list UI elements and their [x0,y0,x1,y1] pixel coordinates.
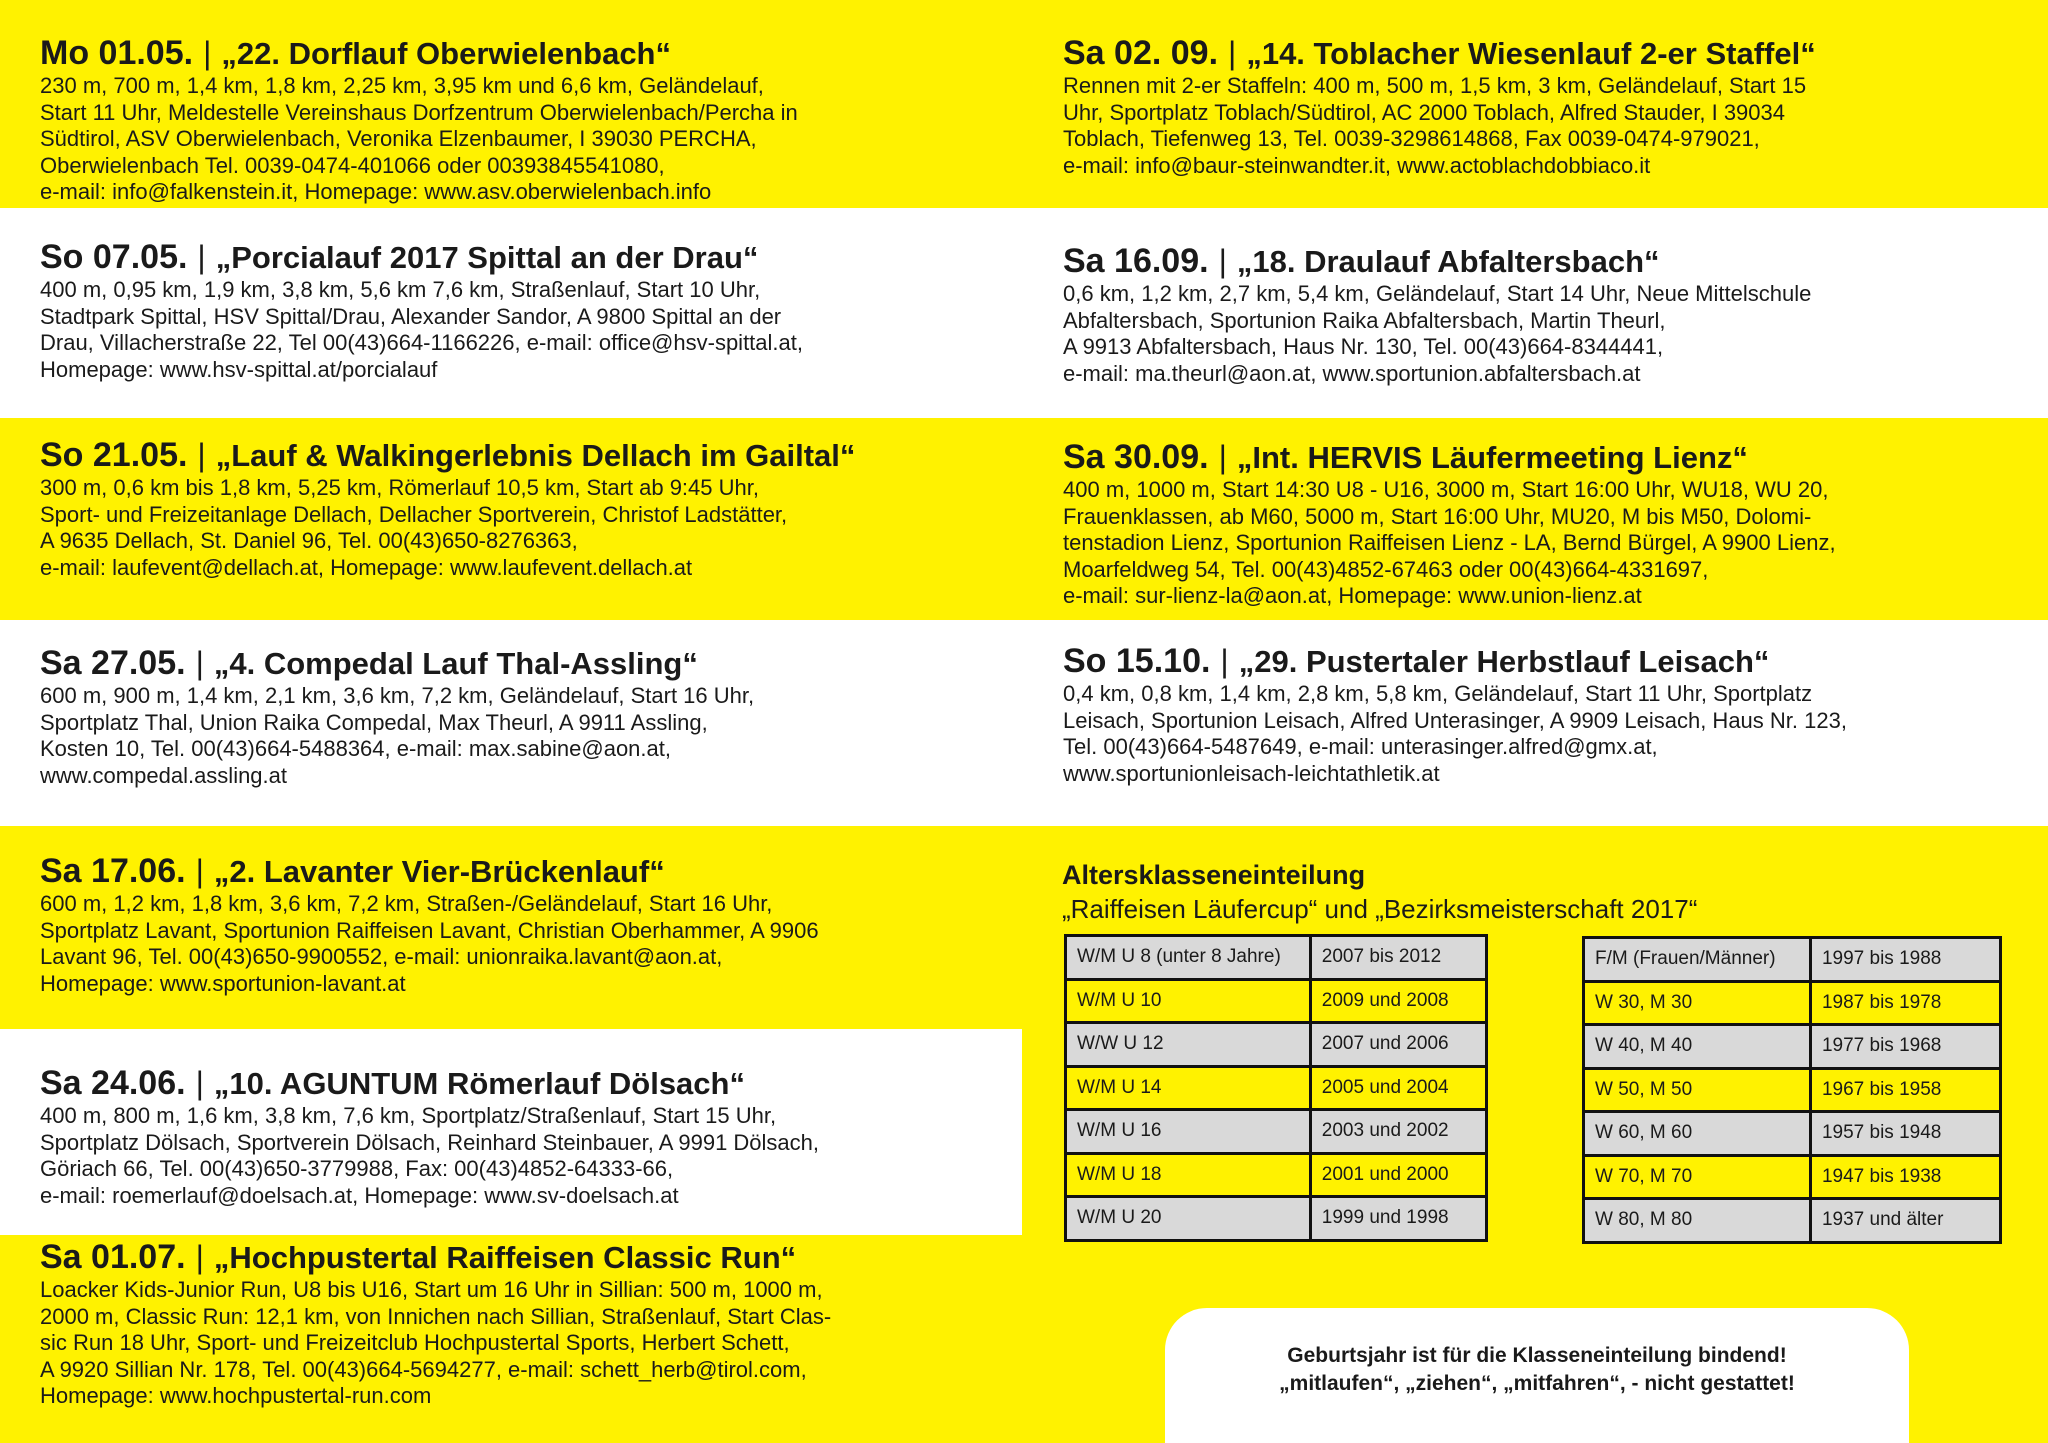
event-heading [1063,438,1836,477]
youth-age-table [1064,934,1488,1242]
table-row [1066,1066,1487,1110]
age-class-cell: W 30, M 30 [1584,981,1811,1025]
event-date: Sa 02. 09. [1063,34,1219,72]
notice-box [1165,1308,1909,1443]
table-row [1584,1155,2001,1199]
birth-years-cell: 1947 bis 1938 [1810,1155,2000,1199]
event-heading [40,238,803,277]
event-details: Rennen mit 2-er Staffeln: 400 m, 500 m, 1,5 km, 3 km, Geländelauf, Start 15 Uhr, Sportplatz Toblach/Südtirol, AC 2000 Toblach, Alfred Stauder, I 39034 Toblach, Tiefenweg 13, Tel. 0039-3298614868, Fax 0039-0474-979021, e-mail: info@baur-steinwandter.it, www.actoblachdobbiaco.it [1063,73,1807,178]
event-herbstlauf [1063,642,1847,787]
age-class-cell: W/M U 14 [1066,1066,1311,1110]
table-row [1066,1153,1487,1197]
event-heading [40,1064,819,1103]
event-title: „22. Dorflauf Oberwielenbach“ [221,36,671,71]
birth-years-cell: 2009 und 2008 [1310,979,1486,1023]
birth-years-cell: 1999 und 1998 [1310,1197,1486,1241]
birth-years-cell: 1977 bis 1968 [1810,1025,2000,1069]
birth-years-cell: 1987 bis 1978 [1810,981,2000,1025]
age-class-cell: F/M (Frauen/Männer) [1584,938,1811,982]
birth-years-cell: 2001 und 2000 [1310,1153,1486,1197]
table-row [1584,938,2001,982]
age-class-cell: W/M U 8 (unter 8 Jahre) [1066,936,1311,980]
notice-line-2: „mitlaufen“, „ziehen“, „mitfahren“, - nicht gestattet! [1279,1372,1795,1395]
event-title: „Lauf & Walkingerlebnis Dellach im Gailtal“ [215,438,856,473]
notice-line-1: Geburtsjahr ist für die Klasseneinteilung bindend! [1287,1344,1787,1367]
table-row [1066,1023,1487,1067]
event-hochpustertal [40,1238,831,1410]
event-separator: | [1228,35,1237,71]
event-separator: | [195,645,204,681]
event-details: 0,4 km, 0,8 km, 1,4 km, 2,8 km, 5,8 km, Geländelauf, Start 11 Uhr, Sportplatz Leisach, Sportunion Leisach, Alfred Unterasinger, A 9909 Leisach, Haus Nr. 123, Tel. 00(43)664-5487649, e-mail: unterasinger.alfred@gmx.at, www.sportunionleisach-leichtathletik.at [1063,681,1847,786]
event-dellach [40,436,855,581]
event-separator: | [1218,439,1227,475]
event-draulauf [1063,242,1811,387]
event-heading [1063,642,1847,681]
age-class-cell: W 80, M 80 [1584,1199,1811,1243]
age-class-cell: W 70, M 70 [1584,1155,1811,1199]
table-row [1584,981,2001,1025]
age-class-cell: W/M U 10 [1066,979,1311,1023]
event-separator: | [203,35,212,71]
event-separator: | [195,1065,204,1101]
table-row [1066,979,1487,1023]
table-row [1066,1197,1487,1241]
age-class-cell: W 60, M 60 [1584,1112,1811,1156]
birth-years-cell: 1957 bis 1948 [1810,1112,2000,1156]
event-title: „4. Compedal Lauf Thal-Assling“ [213,646,698,681]
event-date: Sa 30.09. [1063,438,1209,476]
birth-years-cell: 2007 bis 2012 [1310,936,1486,980]
age-class-cell: W/M U 20 [1066,1197,1311,1241]
event-separator: | [1220,643,1229,679]
event-separator: | [1218,243,1227,279]
event-heading [40,852,819,891]
age-class-cell: W 50, M 50 [1584,1068,1811,1112]
age-classes-subtitle: „Raiffeisen Läufercup“ und „Bezirksmeisterschaft 2017“ [1062,894,1698,924]
event-title: „18. Draulauf Abfaltersbach“ [1236,244,1660,279]
event-title: „10. AGUNTUM Römerlauf Dölsach“ [213,1066,745,1101]
event-date: Sa 17.06. [40,852,186,890]
event-lavanter [40,852,819,997]
event-porcialauf [40,238,803,383]
event-title: „14. Toblacher Wiesenlauf 2-er Staffel“ [1246,36,1816,71]
table-row [1584,1112,2001,1156]
event-date: Sa 24.06. [40,1064,186,1102]
table-row [1066,1110,1487,1154]
event-aguntum [40,1064,819,1209]
event-details: 400 m, 800 m, 1,6 km, 3,8 km, 7,6 km, Sportplatz/Straßenlauf, Start 15 Uhr, Sportplatz Dölsach, Sportverein Dölsach, Reinhard Steinbauer, A 9991 Dölsach, Göriach 66, Tel. 00(43)650-3779988, Fax: 00(43)4852-64333-66, e-mail: roemerlauf@doelsach.at, Homepage: www.sv-doelsach.at [40,1103,820,1208]
event-details: 600 m, 900 m, 1,4 km, 2,1 km, 3,6 km, 7,2 km, Geländelauf, Start 16 Uhr, Sportplatz Thal, Union Raika Compedal, Max Theurl, A 9911 Assling, Kosten 10, Tel. 00(43)664-5488364, e-mail: max.sabine@aon.at, www.compedal.assling.at [40,683,755,788]
adult-age-table [1582,936,2002,1244]
event-date: So 07.05. [40,238,188,276]
event-heading [40,1238,831,1277]
event-heading [40,436,855,475]
event-dorflauf [40,34,798,206]
birth-years-cell: 1937 und älter [1810,1199,2000,1243]
age-classes-title: Altersklasseneinteilung [1062,860,1366,890]
event-title: „Int. HERVIS Läufermeeting Lienz“ [1236,440,1748,475]
event-date: So 15.10. [1063,642,1211,680]
table-row [1584,1025,2001,1069]
event-heading [40,644,754,683]
event-separator: | [195,853,204,889]
event-date: Mo 01.05. [40,34,194,72]
birth-years-cell: 1997 bis 1988 [1810,938,2000,982]
event-details: 230 m, 700 m, 1,4 km, 1,8 km, 2,25 km, 3,95 km und 6,6 km, Geländelauf, Start 11 Uhr, Meldestelle Vereinshaus Dorfzentrum Oberwielenbach/Percha in Südtirol, ASV Oberwielenbach, Veronika Elzenbaumer, I 39030 PERCHA, Oberwielenbach Tel. 0039-0474-401066 oder 00393845541080, e-mail: info@falkenstein.it, Homepage: www.asv.oberwielenbach.info [40,73,798,205]
table-row [1584,1199,2001,1243]
age-class-cell: W/W U 12 [1066,1023,1311,1067]
event-details: 300 m, 0,6 km bis 1,8 km, 5,25 km, Römerlauf 10,5 km, Start ab 9:45 Uhr, Sport- und Freizeitanlage Dellach, Dellacher Sportverein, Christof Ladstätter, A 9635 Dellach, St. Daniel 96, Tel. 00(43)650-8276363, e-mail: laufevent@dellach.at, Homepage: www.laufevent.dellach.at [40,475,788,580]
table-row [1584,1068,2001,1112]
event-hervis [1063,438,1836,610]
event-details: 600 m, 1,2 km, 1,8 km, 3,6 km, 7,2 km, Straßen-/Geländelauf, Start 16 Uhr, Sportplatz Lavant, Sportunion Raiffeisen Lavant, Christian Oberhammer, A 9906 Lavant 96, Tel. 00(43)650-9900552, e-mail: unionraika.lavant@aon.at, Homepage: www.sportunion-lavant.at [40,891,819,996]
age-class-cell: W/M U 18 [1066,1153,1311,1197]
event-date: So 21.05. [40,436,188,474]
event-separator: | [195,1239,204,1275]
event-toblacher [1063,34,1816,179]
event-date: Sa 27.05. [40,644,186,682]
event-compedal [40,644,754,789]
event-heading [40,34,798,73]
birth-years-cell: 2007 und 2006 [1310,1023,1486,1067]
event-details: 400 m, 0,95 km, 1,9 km, 3,8 km, 5,6 km 7,6 km, Straßenlauf, Start 10 Uhr, Stadtpark Spittal, HSV Spittal/Drau, Alexander Sandor, A 9800 Spittal an der Drau, Villacherstraße 22, Tel 00(43)664-1166226, e-mail: office@hsv-spittal.at, Homepage: www.hsv-spittal.at/porcialauf [40,277,803,382]
event-title: „Porcialauf 2017 Spittal an der Drau“ [215,240,759,275]
event-title: „29. Pustertaler Herbstlauf Leisach“ [1238,644,1770,679]
event-details: 400 m, 1000 m, Start 14:30 U8 - U16, 3000 m, Start 16:00 Uhr, WU18, WU 20, Frauenklassen, ab M60, 5000 m, Start 16:00 Uhr, MU20, M bis M50, Dolomi- tenstadion Lienz, Sportunion Raiffeisen Lienz - LA, Bernd Bürgel, A 9900 Lienz, Moarfeldweg 54, Tel. 00(43)4852-67463 oder 00(43)664-4331697, e-mail: sur-lienz-la@aon.at, Homepage: www.union-lienz.at [1063,477,1836,609]
event-separator: | [197,437,206,473]
event-separator: | [197,239,206,275]
event-title: „Hochpustertal Raiffeisen Classic Run“ [213,1240,797,1275]
event-title: „2. Lavanter Vier-Brückenlauf“ [213,854,665,889]
table-row [1066,936,1487,980]
birth-years-cell: 1967 bis 1958 [1810,1068,2000,1112]
birth-years-cell: 2003 und 2002 [1310,1110,1486,1154]
age-class-cell: W/M U 16 [1066,1110,1311,1154]
age-class-cell: W 40, M 40 [1584,1025,1811,1069]
event-date: Sa 16.09. [1063,242,1209,280]
event-heading [1063,34,1816,73]
event-details: 0,6 km, 1,2 km, 2,7 km, 5,4 km, Geländelauf, Start 14 Uhr, Neue Mittelschule Abfaltersbach, Sportunion Raika Abfaltersbach, Martin Theurl, A 9913 Abfaltersbach, Haus Nr. 130, Tel. 00(43)664-8344441, e-mail: ma.theurl@aon.at, www.sportunion.abfaltersbach.at [1063,281,1812,386]
event-date: Sa 01.07. [40,1238,186,1276]
event-heading [1063,242,1811,281]
birth-years-cell: 2005 und 2004 [1310,1066,1486,1110]
event-details: Loacker Kids-Junior Run, U8 bis U16, Start um 16 Uhr in Sillian: 500 m, 1000 m, 2000 m, Classic Run: 12,1 km, von Innichen nach Sillian, Straßenlauf, Start Clas- sic Run 18 Uhr, Sport- und Freizeitclub Hochpustertal Sports, Herbert Schett, A 9920 Sillian Nr. 178, Tel. 00(43)664-5694277, e-mail: schett_herb@tirol.com, Homepage: www.hochpustertal-run.com [40,1277,832,1409]
